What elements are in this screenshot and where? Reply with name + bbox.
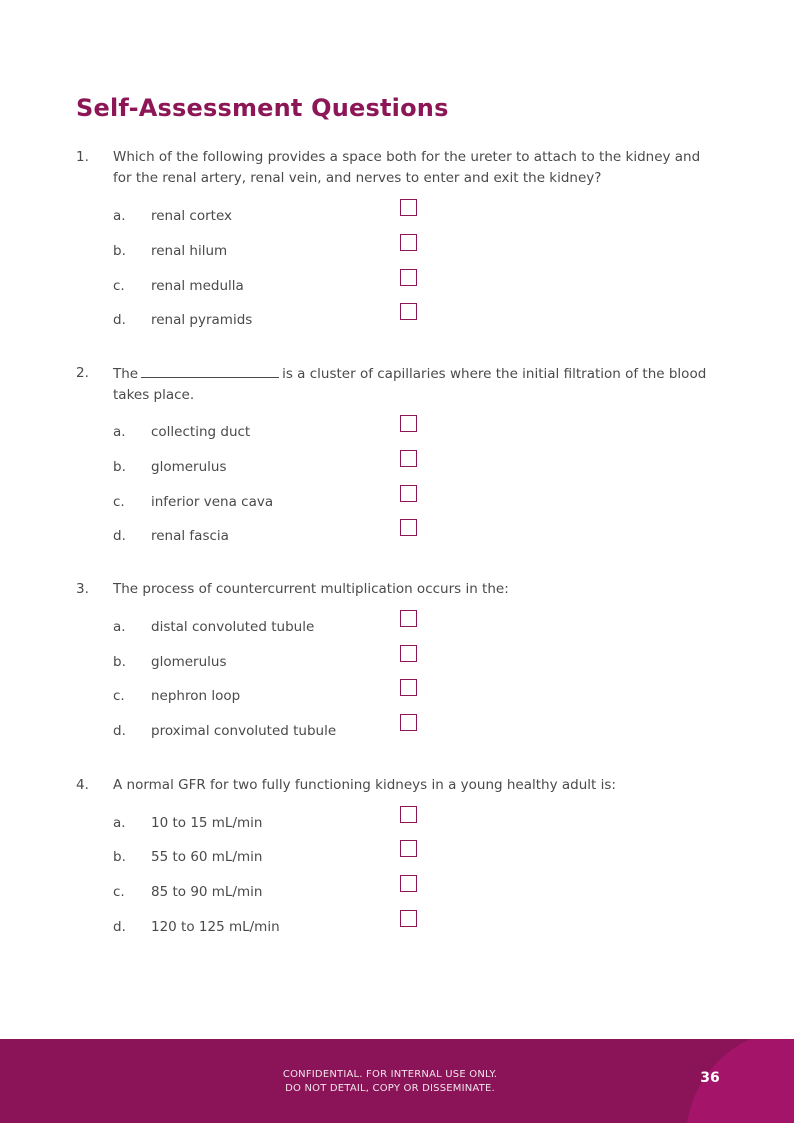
option-text: collecting duct bbox=[151, 424, 251, 440]
option-letter: d. bbox=[113, 723, 126, 739]
question-number: 4. bbox=[76, 777, 89, 793]
answer-checkbox[interactable] bbox=[400, 519, 417, 536]
option-d bbox=[113, 916, 403, 938]
option-letter: a. bbox=[113, 815, 126, 831]
question-number: 1. bbox=[76, 149, 89, 165]
option-a bbox=[113, 205, 403, 227]
answer-checkbox[interactable] bbox=[400, 485, 417, 502]
option-letter: a. bbox=[113, 619, 126, 635]
question-text: The process of countercurrent multiplication occurs in the: bbox=[113, 581, 509, 597]
question-number: 3. bbox=[76, 581, 89, 597]
option-text: 55 to 60 mL/min bbox=[151, 849, 263, 865]
answer-checkbox[interactable] bbox=[400, 303, 417, 320]
answer-checkbox[interactable] bbox=[400, 840, 417, 857]
option-letter: b. bbox=[113, 459, 126, 475]
page-number: 36 bbox=[700, 1070, 720, 1086]
option-text: 10 to 15 mL/min bbox=[151, 815, 263, 831]
answer-checkbox[interactable] bbox=[400, 415, 417, 432]
confidentiality-notice bbox=[200, 1068, 580, 1096]
option-text: glomerulus bbox=[151, 459, 227, 475]
option-c bbox=[113, 275, 403, 297]
question-text-end: is a cluster of capillaries where the initial filtration of the blood takes place. bbox=[113, 366, 707, 403]
option-text: renal fascia bbox=[151, 528, 229, 544]
question-text bbox=[113, 363, 723, 406]
answer-checkbox[interactable] bbox=[400, 645, 417, 662]
answer-checkbox[interactable] bbox=[400, 910, 417, 927]
option-letter: b. bbox=[113, 654, 126, 670]
option-text: renal cortex bbox=[151, 208, 233, 224]
option-text: renal medulla bbox=[151, 278, 244, 294]
option-text: nephron loop bbox=[151, 688, 241, 704]
option-c bbox=[113, 491, 403, 513]
option-letter: b. bbox=[113, 243, 126, 259]
option-text: renal pyramids bbox=[151, 312, 253, 328]
answer-checkbox[interactable] bbox=[400, 269, 417, 286]
option-text: glomerulus bbox=[151, 654, 227, 670]
option-letter: c. bbox=[113, 688, 125, 704]
option-c bbox=[113, 685, 403, 707]
confidentiality-line-2: DO NOT DETAIL, COPY OR DISSEMINATE. bbox=[285, 1083, 495, 1094]
option-a bbox=[113, 812, 403, 834]
option-letter: d. bbox=[113, 919, 126, 935]
option-letter: a. bbox=[113, 424, 126, 440]
option-text: distal convoluted tubule bbox=[151, 619, 315, 635]
option-text: proximal convoluted tubule bbox=[151, 723, 337, 739]
answer-checkbox[interactable] bbox=[400, 610, 417, 627]
answer-checkbox[interactable] bbox=[400, 714, 417, 731]
question-number: 2. bbox=[76, 365, 89, 381]
option-d bbox=[113, 525, 403, 547]
answer-checkbox[interactable] bbox=[400, 806, 417, 823]
option-text: 120 to 125 mL/min bbox=[151, 919, 280, 935]
confidentiality-line-1: CONFIDENTIAL. FOR INTERNAL USE ONLY. bbox=[282, 1069, 498, 1080]
option-letter: c. bbox=[113, 278, 125, 294]
answer-checkbox[interactable] bbox=[400, 234, 417, 251]
option-b bbox=[113, 456, 403, 478]
option-letter: b. bbox=[113, 849, 126, 865]
option-b bbox=[113, 651, 403, 673]
answer-checkbox[interactable] bbox=[400, 875, 417, 892]
option-a bbox=[113, 616, 403, 638]
option-d bbox=[113, 720, 403, 742]
answer-checkbox[interactable] bbox=[400, 199, 417, 216]
option-c bbox=[113, 881, 403, 903]
option-letter: c. bbox=[113, 884, 125, 900]
option-letter: d. bbox=[113, 528, 126, 544]
option-a bbox=[113, 421, 403, 443]
option-letter: a. bbox=[113, 208, 126, 224]
option-b bbox=[113, 846, 403, 868]
option-text: 85 to 90 mL/min bbox=[151, 884, 263, 900]
option-b bbox=[113, 240, 403, 262]
question-text-start: The bbox=[113, 366, 139, 382]
option-letter: c. bbox=[113, 494, 125, 510]
fill-in-blank bbox=[141, 363, 279, 378]
option-letter: d. bbox=[113, 312, 126, 328]
answer-checkbox[interactable] bbox=[400, 679, 417, 696]
page-title: Self-Assessment Questions bbox=[76, 94, 449, 122]
answer-checkbox[interactable] bbox=[400, 450, 417, 467]
page-footer bbox=[0, 1039, 794, 1123]
option-text: inferior vena cava bbox=[151, 494, 274, 510]
option-d bbox=[113, 309, 403, 331]
question-text: Which of the following provides a space both for the ureter to attach to the kidney and for the renal artery, renal vein, and nerves to enter and exit the kidney? bbox=[113, 149, 701, 186]
question-text: A normal GFR for two fully functioning kidneys in a young healthy adult is: bbox=[113, 777, 616, 793]
option-text: renal hilum bbox=[151, 243, 228, 259]
